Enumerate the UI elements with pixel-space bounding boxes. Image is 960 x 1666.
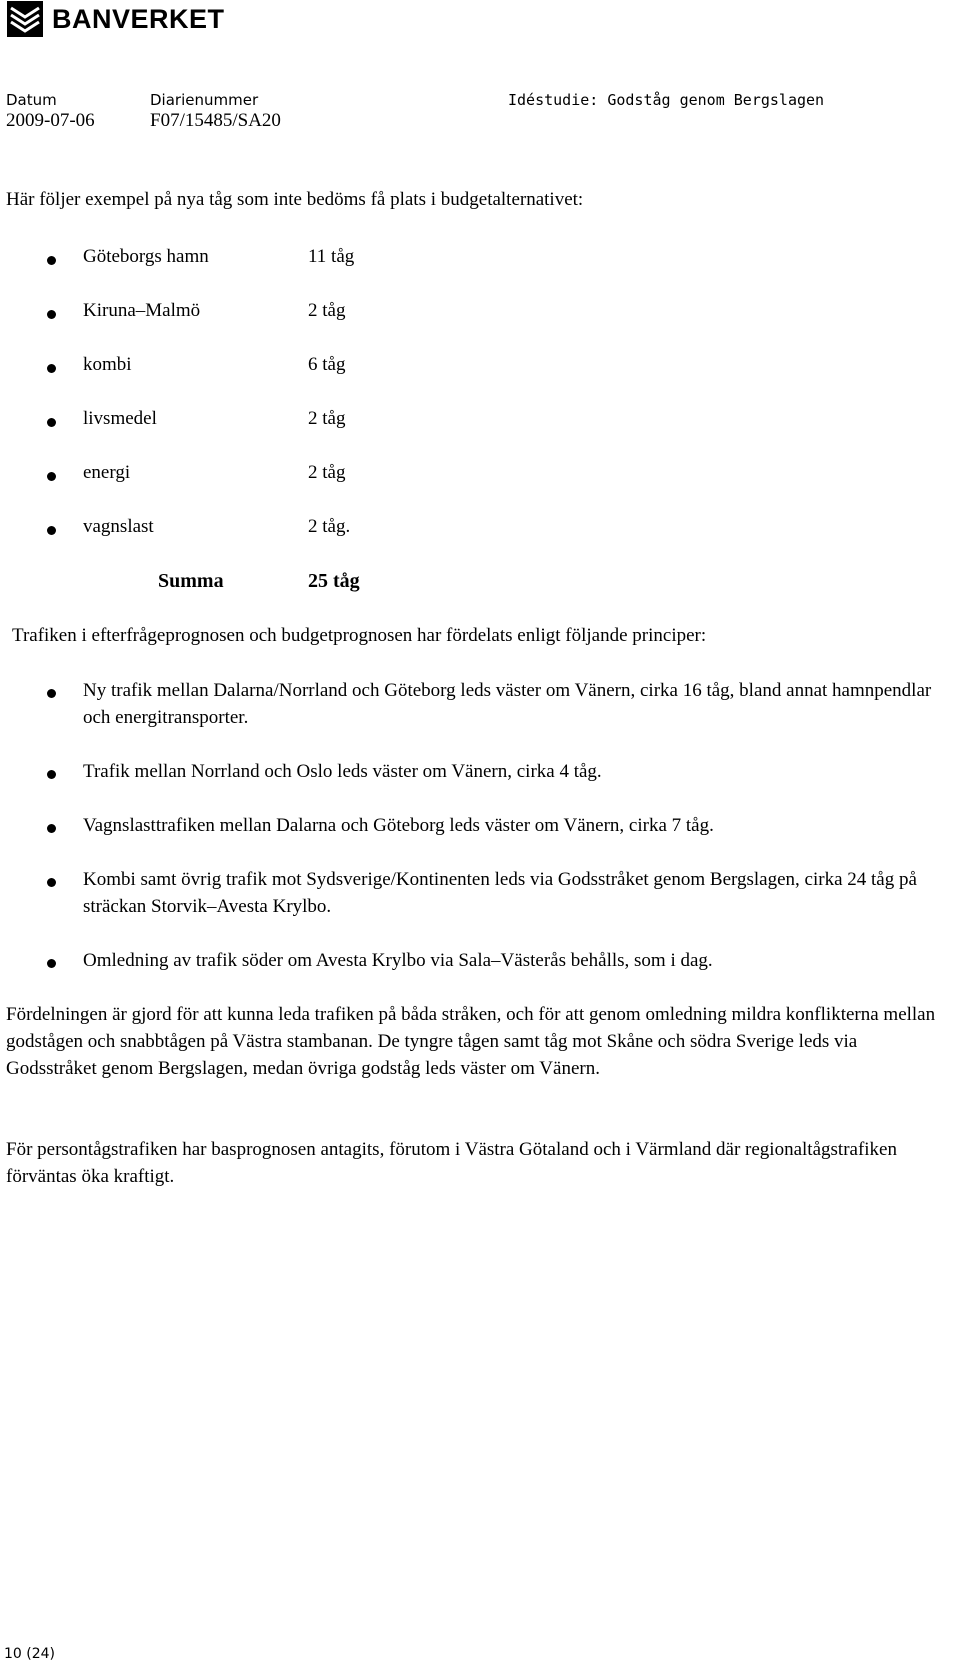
bullet-icon (47, 959, 56, 968)
bullet-icon (47, 364, 56, 373)
brand-name: BANVERKET (52, 4, 225, 34)
summary-label: Summa (158, 570, 224, 592)
train-category: Kiruna–Malmö (83, 300, 201, 321)
principle-text: Vagnslasttrafiken mellan Dalarna och Göteborg leds väster om Vänern, cirka 7 tåg. (83, 815, 714, 836)
train-count: 2 tåg (308, 462, 346, 483)
bullet-icon (47, 418, 56, 427)
principle-text: Trafik mellan Norrland och Oslo leds väster om Vänern, cirka 4 tåg. (83, 761, 602, 782)
train-count: 2 tåg (308, 300, 346, 321)
datum-value: 2009-07-06 (6, 110, 95, 131)
bullet-icon (47, 824, 56, 833)
banverket-logo (6, 0, 225, 38)
bullet-icon (47, 689, 56, 698)
train-count: 2 tåg. (308, 516, 351, 537)
train-category: energi (83, 462, 131, 483)
paragraph-passenger: För persontågstrafiken har basprognosen antagits, förutom i Västra Götaland och i Värmland där regionaltågstrafiken förväntas öka kraftigt. (6, 1139, 897, 1187)
train-count: 2 tåg (308, 408, 346, 429)
train-category: livsmedel (83, 408, 157, 429)
principle-text: Ny trafik mellan Dalarna/Norrland och Göteborg leds väster om Vänern, cirka 16 tåg, bland annat hamnpendlar och energitransporter. (83, 680, 932, 728)
paragraph-distribution: Fördelningen är gjord för att kunna leda trafiken på båda stråken, och för att genom omledning mildra konflikterna mellan godstågen och snabbtågen på Västra stambanan. De tyngre tågen samt tåg mot Skåne och södra Sverige leds via Godsstråket genom Bergslagen, medan övriga godståg leds väster om Vänern. (6, 1004, 936, 1079)
train-count: 6 tåg (308, 354, 346, 375)
principles-intro: Trafiken i efterfrågeprognosen och budgetprognosen har fördelats enligt följande principer: (12, 625, 707, 646)
principle-text: Kombi samt övrig trafik mot Sydsverige/Kontinenten leds via Godsstråket genom Bergslagen, cirka 24 tåg på sträckan Storvik–Avesta Krylbo. (83, 869, 917, 917)
train-count: 11 tåg (308, 246, 355, 267)
bullet-icon (47, 256, 56, 265)
bullet-icon (47, 310, 56, 319)
train-category: vagnslast (83, 516, 154, 537)
page-number: 10 (24) (4, 1646, 56, 1662)
summary-value: 25 tåg (308, 570, 360, 592)
train-category: kombi (83, 354, 132, 375)
intro-text: Här följer exempel på nya tåg som inte bedöms få plats i budgetalternativet: (6, 189, 584, 210)
principle-text: Omledning av trafik söder om Avesta Krylbo via Sala–Västerås behålls, som i dag. (83, 950, 713, 971)
bullet-icon (47, 878, 56, 887)
diarienummer-label: Diarienummer (150, 91, 259, 109)
bullet-icon (47, 770, 56, 779)
diarienummer-value: F07/15485/SA20 (150, 110, 281, 131)
document-title: Idéstudie: Godståg genom Bergslagen (508, 91, 825, 109)
bullet-icon (47, 472, 56, 481)
bullet-icon (47, 526, 56, 535)
train-category: Göteborgs hamn (83, 246, 209, 267)
datum-label: Datum (6, 91, 57, 109)
banverket-emblem-icon (6, 0, 44, 38)
